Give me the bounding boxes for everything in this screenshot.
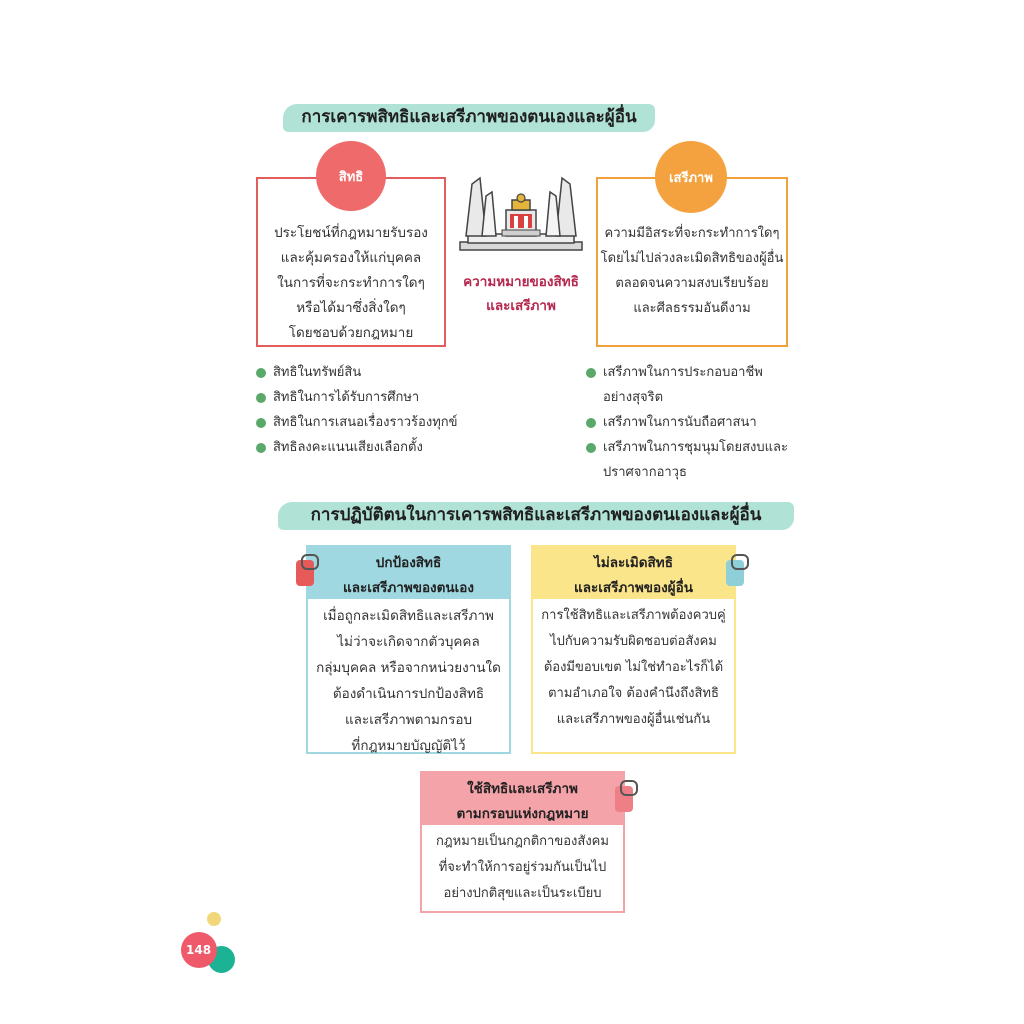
liberty-examples-list xyxy=(586,360,796,485)
bullet-icon xyxy=(586,443,596,453)
rights-line: ประโยชน์ที่กฎหมายรับรอง xyxy=(274,225,428,241)
list-item: เสรีภาพในการประกอบอาชีพ อย่างสุจริต xyxy=(586,360,796,410)
bullet-icon xyxy=(256,418,266,428)
liberty-label: เสรีภาพ xyxy=(669,170,713,186)
center-title-line: และเสรีภาพ xyxy=(486,298,556,314)
card-within-law-head: ใช้สิทธิและเสรีภาพ ตามกรอบแห่งกฎหมาย xyxy=(420,771,625,825)
rights-line: โดยชอบด้วยกฎหมาย xyxy=(288,325,414,341)
center-title xyxy=(452,270,590,318)
rights-examples-list xyxy=(256,360,476,460)
card-protect-rights-body: เมื่อถูกละเมิดสิทธิและเสรีภาพ ไม่ว่าจะเกิดจากตัวบุคคล กลุ่มบุคคล หรือจากหน่วยงานใด ต้องดำเนินการปกป้องสิทธิ และเสรีภาพตามกรอบ ที่กฎหมายบัญญัติไว้ xyxy=(306,599,511,754)
section2-title: การปฏิบัติตนในการเคารพสิทธิและเสรีภาพของตนเองและผู้อื่น xyxy=(310,505,762,525)
democracy-monument-icon xyxy=(458,174,584,254)
rights-label-badge xyxy=(316,141,386,211)
rights-line: หรือได้มาซึ่งสิ่งใดๆ xyxy=(296,300,406,316)
liberty-line: ตลอดจนความสงบเรียบร้อย xyxy=(615,276,769,291)
binder-clip-icon xyxy=(726,560,744,586)
liberty-label-badge xyxy=(655,141,727,213)
rights-label: สิทธิ xyxy=(338,169,364,185)
bullet-icon xyxy=(256,368,266,378)
bullet-icon xyxy=(586,418,596,428)
rights-line: และคุ้มครองให้แก่บุคคล xyxy=(280,250,422,266)
card-respect-others-body: การใช้สิทธิและเสรีภาพต้องควบคู่ ไปกับความรับผิดชอบต่อสังคม ต้องมีขอบเขต ไม่ใช่ทำอะไรก็ได้ ตามอำเภอใจ ต้องคำนึงถึงสิทธิ และเสรีภาพของผู้อื่นเช่นกัน xyxy=(531,599,736,754)
decor-dot-yellow xyxy=(207,912,221,926)
liberty-line: โดยไม่ไปล่วงละเมิดสิทธิของผู้อื่น xyxy=(600,251,784,266)
bullet-icon xyxy=(256,393,266,403)
section1-title: การเคารพสิทธิและเสรีภาพของตนเองและผู้อื่น xyxy=(301,107,637,127)
list-item: เสรีภาพในการนับถือศาสนา xyxy=(586,410,796,435)
card-within-law-body: กฎหมายเป็นกฎกติกาของสังคม ที่จะทำให้การอยู่ร่วมกันเป็นไป อย่างปกติสุขและเป็นระเบียบ xyxy=(420,825,625,913)
bullet-icon xyxy=(586,368,596,378)
rights-line: ในการที่จะกระทำการใดๆ xyxy=(277,275,425,291)
list-item: เสรีภาพในการชุมนุมโดยสงบและ ปราศจากอาวุธ xyxy=(586,435,796,485)
liberty-line: และศีลธรรมอันดีงาม xyxy=(633,301,751,316)
card-respect-others-head: ไม่ละเมิดสิทธิ และเสรีภาพของผู้อื่น xyxy=(531,545,736,599)
card-protect-rights-head: ปกป้องสิทธิ และเสรีภาพของตนเอง xyxy=(306,545,511,599)
list-item: สิทธิในการได้รับการศึกษา xyxy=(256,385,476,410)
bullet-icon xyxy=(256,443,266,453)
binder-clip-icon xyxy=(615,786,633,812)
list-item: สิทธิลงคะแนนเสียงเลือกตั้ง xyxy=(256,435,476,460)
binder-clip-icon xyxy=(296,560,314,586)
list-item: สิทธิในการเสนอเรื่องราวร้องทุกข์ xyxy=(256,410,476,435)
center-title-line: ความหมายของสิทธิ xyxy=(463,274,579,290)
list-item: สิทธิในทรัพย์สิน xyxy=(256,360,476,385)
page-number: 148 xyxy=(186,943,212,957)
liberty-line: ความมีอิสระที่จะกระทำการใดๆ xyxy=(604,226,780,241)
